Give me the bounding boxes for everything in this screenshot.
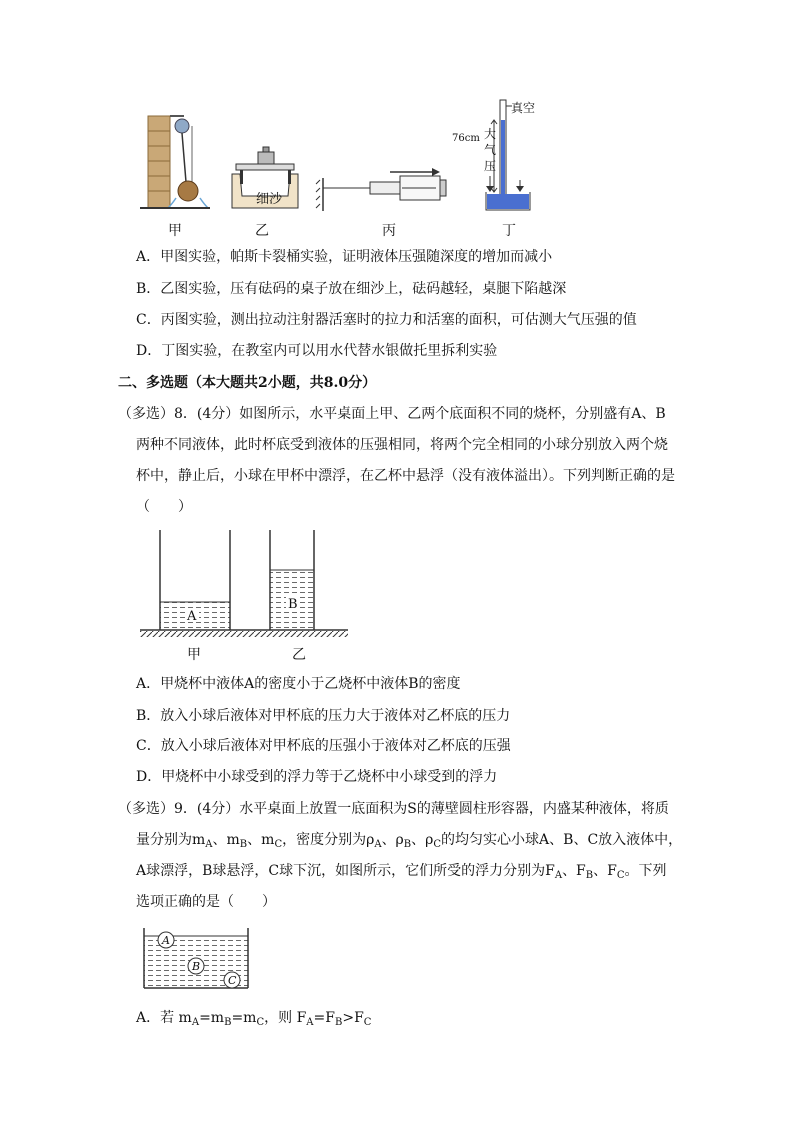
ball-c-label: C (228, 974, 237, 987)
q9-option-a: A．若 $m_A=m_B=m_C$，则 $F_A=F_B>F_C$ (136, 1010, 372, 1028)
pressure-char-1: 大 (484, 127, 497, 141)
q8-option-c: C．放入小球后液体对甲杯底的压强小于液体对乙杯底的压强 (136, 738, 511, 754)
fig-label-yi: 乙 (255, 223, 269, 239)
q9-line-3: A球漂浮，B球悬浮，C球下沉，如图所示，它们所受的浮力分别为$F_A$、$F_B$、$F_C$。下列 (136, 863, 667, 881)
height-label: 76cm (452, 133, 480, 144)
q9-line-2: 量分别为$m_A$、$m_B$、$m_C$，密度分别为$\rho_A$、$\rho_B$、$\rho_C$的均匀实心小球A、B、C放入液体中， (136, 832, 683, 850)
ball-b-label: B (192, 960, 201, 973)
pressure-char-3: 压 (484, 159, 497, 173)
figure-q7 (140, 96, 540, 218)
torricelli-diagram (452, 100, 535, 210)
syringe-diagram (316, 168, 446, 211)
q7-option-d: D．丁图实验，在教室内可以用水代替水银做托里拆利实验 (136, 343, 498, 359)
section-title: 二、多选题（本大题共2小题，共8.0分） (118, 375, 377, 391)
q8-line-1: （多选）8．(4分）如图所示，水平桌面上甲、乙两个底面积不同的烧杯，分别盛有A、B (118, 406, 666, 422)
beaker-label-yi: 乙 (292, 647, 306, 663)
fig-label-ding: 丁 (502, 223, 516, 239)
beaker-label-jia: 甲 (187, 647, 201, 663)
fig-label-jia: 甲 (168, 223, 182, 239)
pascal-barrel-diagram (140, 116, 210, 208)
figure-q8-beakers (140, 530, 352, 642)
vacuum-label: 真空 (511, 101, 536, 115)
q7-option-b: B．乙图实验，压有砝码的桌子放在细沙上，砝码越轻，桌腿下陷越深 (136, 281, 567, 297)
q8-line-3: 杯中，静止后，小球在甲杯中漂浮，在乙杯中悬浮（没有液体溢出）。下列判断正确的是 (136, 468, 675, 484)
fig-label-bing: 丙 (382, 223, 396, 239)
table-on-sand-diagram (232, 147, 298, 208)
q8-option-b: B．放入小球后液体对甲杯底的压力大于液体对乙杯底的压力 (136, 708, 511, 724)
ball-a-label: A (162, 934, 170, 947)
q8-line-4: （ ） (136, 499, 192, 515)
q8-option-a: A．甲烧杯中液体A的密度小于乙烧杯中液体B的密度 (136, 676, 461, 692)
q7-option-c: C．丙图实验，测出拉动注射器活塞时的拉力和活塞的面积，可估测大气压强的值 (136, 312, 637, 328)
q9-line-4: 选项正确的是（ ） (136, 894, 276, 910)
sand-label: 细沙 (256, 192, 283, 207)
pressure-char-2: 气 (484, 143, 497, 157)
liquid-b-label: B (288, 597, 298, 612)
figure-q9-container (140, 928, 254, 992)
q8-line-2: 两种不同液体，此时杯底受到液体的压强相同，将两个完全相同的小球分别放入两个烧 (136, 437, 668, 453)
q9-line-1: （多选）9．(4分）水平桌面上放置一底面积为S的薄壁圆柱形容器，内盛某种液体，将质 (118, 801, 669, 817)
q8-option-d: D．甲烧杯中小球受到的浮力等于乙烧杯中小球受到的浮力 (136, 769, 498, 785)
liquid-a-label: A (187, 609, 197, 624)
q7-option-a: A．甲图实验，帕斯卡裂桶实验，证明液体压强随深度的增加而减小 (136, 249, 553, 265)
